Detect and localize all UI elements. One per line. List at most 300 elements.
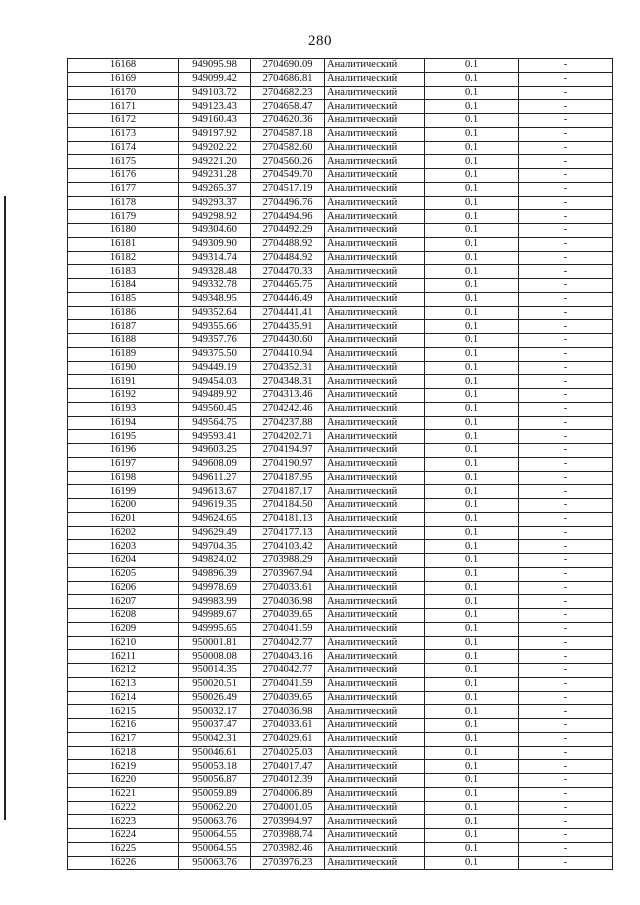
point-number-cell: 16170 xyxy=(68,86,179,100)
method-cell: Аналитический xyxy=(325,609,425,623)
x-coordinate-cell: 949103.72 xyxy=(179,86,251,100)
x-coordinate-cell: 949293.37 xyxy=(179,196,251,210)
table-row xyxy=(68,540,613,554)
note-cell: - xyxy=(519,375,613,389)
y-coordinate-cell: 2703994.97 xyxy=(251,815,325,829)
precision-cell: 0.1 xyxy=(425,292,519,306)
y-coordinate-cell: 2704348.31 xyxy=(251,375,325,389)
x-coordinate-cell: 950046.61 xyxy=(179,746,251,760)
table-row xyxy=(68,59,613,73)
y-coordinate-cell: 2704041.59 xyxy=(251,677,325,691)
y-coordinate-cell: 2704017.47 xyxy=(251,760,325,774)
precision-cell: 0.1 xyxy=(425,664,519,678)
table-row xyxy=(68,732,613,746)
note-cell: - xyxy=(519,169,613,183)
precision-cell: 0.1 xyxy=(425,389,519,403)
y-coordinate-cell: 2704190.97 xyxy=(251,457,325,471)
point-number-cell: 16211 xyxy=(68,650,179,664)
method-cell: Аналитический xyxy=(325,59,425,73)
precision-cell: 0.1 xyxy=(425,554,519,568)
point-number-cell: 16181 xyxy=(68,237,179,251)
table-row xyxy=(68,787,613,801)
precision-cell: 0.1 xyxy=(425,59,519,73)
method-cell: Аналитический xyxy=(325,402,425,416)
point-number-cell: 16205 xyxy=(68,567,179,581)
y-coordinate-cell: 2704352.31 xyxy=(251,361,325,375)
y-coordinate-cell: 2704484.92 xyxy=(251,251,325,265)
method-cell: Аналитический xyxy=(325,375,425,389)
method-cell: Аналитический xyxy=(325,334,425,348)
x-coordinate-cell: 949989.67 xyxy=(179,609,251,623)
note-cell: - xyxy=(519,732,613,746)
method-cell: Аналитический xyxy=(325,251,425,265)
x-coordinate-cell: 950053.18 xyxy=(179,760,251,774)
table-row xyxy=(68,251,613,265)
precision-cell: 0.1 xyxy=(425,760,519,774)
x-coordinate-cell: 950062.20 xyxy=(179,801,251,815)
method-cell: Аналитический xyxy=(325,292,425,306)
point-number-cell: 16190 xyxy=(68,361,179,375)
precision-cell: 0.1 xyxy=(425,430,519,444)
precision-cell: 0.1 xyxy=(425,155,519,169)
y-coordinate-cell: 2704029.61 xyxy=(251,732,325,746)
x-coordinate-cell: 949983.99 xyxy=(179,595,251,609)
note-cell: - xyxy=(519,292,613,306)
note-cell: - xyxy=(519,677,613,691)
table-row xyxy=(68,554,613,568)
point-number-cell: 16186 xyxy=(68,306,179,320)
method-cell: Аналитический xyxy=(325,485,425,499)
table-row xyxy=(68,760,613,774)
y-coordinate-cell: 2704686.81 xyxy=(251,72,325,86)
precision-cell: 0.1 xyxy=(425,526,519,540)
method-cell: Аналитический xyxy=(325,540,425,554)
point-number-cell: 16216 xyxy=(68,719,179,733)
y-coordinate-cell: 2704690.09 xyxy=(251,59,325,73)
point-number-cell: 16188 xyxy=(68,334,179,348)
x-coordinate-cell: 949896.39 xyxy=(179,567,251,581)
method-cell: Аналитический xyxy=(325,815,425,829)
point-number-cell: 16168 xyxy=(68,59,179,73)
x-coordinate-cell: 950008.08 xyxy=(179,650,251,664)
method-cell: Аналитический xyxy=(325,760,425,774)
method-cell: Аналитический xyxy=(325,581,425,595)
point-number-cell: 16226 xyxy=(68,856,179,870)
point-number-cell: 16213 xyxy=(68,677,179,691)
x-coordinate-cell: 949332.78 xyxy=(179,279,251,293)
precision-cell: 0.1 xyxy=(425,444,519,458)
x-coordinate-cell: 950037.47 xyxy=(179,719,251,733)
coordinates-table-body xyxy=(68,59,613,870)
method-cell: Аналитический xyxy=(325,650,425,664)
y-coordinate-cell: 2704177.13 xyxy=(251,526,325,540)
y-coordinate-cell: 2703988.29 xyxy=(251,554,325,568)
note-cell: - xyxy=(519,526,613,540)
y-coordinate-cell: 2704039.65 xyxy=(251,609,325,623)
y-coordinate-cell: 2704560.26 xyxy=(251,155,325,169)
precision-cell: 0.1 xyxy=(425,224,519,238)
table-row xyxy=(68,499,613,513)
table-row xyxy=(68,457,613,471)
y-coordinate-cell: 2704036.98 xyxy=(251,705,325,719)
y-coordinate-cell: 2704043.16 xyxy=(251,650,325,664)
x-coordinate-cell: 950001.81 xyxy=(179,636,251,650)
note-cell: - xyxy=(519,334,613,348)
precision-cell: 0.1 xyxy=(425,499,519,513)
method-cell: Аналитический xyxy=(325,622,425,636)
point-number-cell: 16210 xyxy=(68,636,179,650)
x-coordinate-cell: 949613.67 xyxy=(179,485,251,499)
table-row xyxy=(68,100,613,114)
point-number-cell: 16173 xyxy=(68,127,179,141)
note-cell: - xyxy=(519,705,613,719)
x-coordinate-cell: 949309.90 xyxy=(179,237,251,251)
x-coordinate-cell: 949603.25 xyxy=(179,444,251,458)
method-cell: Аналитический xyxy=(325,787,425,801)
point-number-cell: 16178 xyxy=(68,196,179,210)
table-row xyxy=(68,691,613,705)
note-cell: - xyxy=(519,251,613,265)
x-coordinate-cell: 949355.66 xyxy=(179,320,251,334)
margin-bar xyxy=(4,196,6,820)
precision-cell: 0.1 xyxy=(425,347,519,361)
x-coordinate-cell: 949560.45 xyxy=(179,402,251,416)
y-coordinate-cell: 2704492.29 xyxy=(251,224,325,238)
method-cell: Аналитический xyxy=(325,306,425,320)
precision-cell: 0.1 xyxy=(425,485,519,499)
note-cell: - xyxy=(519,787,613,801)
method-cell: Аналитический xyxy=(325,856,425,870)
point-number-cell: 16203 xyxy=(68,540,179,554)
table-row xyxy=(68,389,613,403)
table-row xyxy=(68,196,613,210)
table-row xyxy=(68,815,613,829)
precision-cell: 0.1 xyxy=(425,402,519,416)
point-number-cell: 16179 xyxy=(68,210,179,224)
precision-cell: 0.1 xyxy=(425,306,519,320)
table-row xyxy=(68,334,613,348)
point-number-cell: 16175 xyxy=(68,155,179,169)
point-number-cell: 16180 xyxy=(68,224,179,238)
method-cell: Аналитический xyxy=(325,526,425,540)
table-row xyxy=(68,402,613,416)
method-cell: Аналитический xyxy=(325,691,425,705)
note-cell: - xyxy=(519,746,613,760)
y-coordinate-cell: 2704517.19 xyxy=(251,182,325,196)
method-cell: Аналитический xyxy=(325,499,425,513)
x-coordinate-cell: 950064.55 xyxy=(179,842,251,856)
note-cell: - xyxy=(519,499,613,513)
point-number-cell: 16221 xyxy=(68,787,179,801)
x-coordinate-cell: 949231.28 xyxy=(179,169,251,183)
precision-cell: 0.1 xyxy=(425,512,519,526)
y-coordinate-cell: 2704181.13 xyxy=(251,512,325,526)
x-coordinate-cell: 949197.92 xyxy=(179,127,251,141)
point-number-cell: 16206 xyxy=(68,581,179,595)
point-number-cell: 16174 xyxy=(68,141,179,155)
y-coordinate-cell: 2704410.94 xyxy=(251,347,325,361)
x-coordinate-cell: 949160.43 xyxy=(179,114,251,128)
x-coordinate-cell: 949978.69 xyxy=(179,581,251,595)
page-number: 280 xyxy=(308,33,332,49)
table-row xyxy=(68,155,613,169)
point-number-cell: 16172 xyxy=(68,114,179,128)
x-coordinate-cell: 949099.42 xyxy=(179,72,251,86)
table-row xyxy=(68,609,613,623)
y-coordinate-cell: 2704041.59 xyxy=(251,622,325,636)
point-number-cell: 16223 xyxy=(68,815,179,829)
x-coordinate-cell: 949352.64 xyxy=(179,306,251,320)
method-cell: Аналитический xyxy=(325,636,425,650)
method-cell: Аналитический xyxy=(325,567,425,581)
x-coordinate-cell: 950026.49 xyxy=(179,691,251,705)
point-number-cell: 16192 xyxy=(68,389,179,403)
precision-cell: 0.1 xyxy=(425,334,519,348)
precision-cell: 0.1 xyxy=(425,622,519,636)
table-row xyxy=(68,595,613,609)
table-row xyxy=(68,114,613,128)
note-cell: - xyxy=(519,691,613,705)
precision-cell: 0.1 xyxy=(425,127,519,141)
table-row xyxy=(68,347,613,361)
precision-cell: 0.1 xyxy=(425,719,519,733)
method-cell: Аналитический xyxy=(325,155,425,169)
precision-cell: 0.1 xyxy=(425,320,519,334)
x-coordinate-cell: 949449.19 xyxy=(179,361,251,375)
x-coordinate-cell: 949824.02 xyxy=(179,554,251,568)
point-number-cell: 16209 xyxy=(68,622,179,636)
y-coordinate-cell: 2703967.94 xyxy=(251,567,325,581)
point-number-cell: 16215 xyxy=(68,705,179,719)
precision-cell: 0.1 xyxy=(425,210,519,224)
method-cell: Аналитический xyxy=(325,237,425,251)
y-coordinate-cell: 2704582.60 xyxy=(251,141,325,155)
note-cell: - xyxy=(519,347,613,361)
table-row xyxy=(68,292,613,306)
note-cell: - xyxy=(519,210,613,224)
y-coordinate-cell: 2704033.61 xyxy=(251,719,325,733)
precision-cell: 0.1 xyxy=(425,416,519,430)
note-cell: - xyxy=(519,127,613,141)
x-coordinate-cell: 949202.22 xyxy=(179,141,251,155)
y-coordinate-cell: 2704682.23 xyxy=(251,86,325,100)
point-number-cell: 16177 xyxy=(68,182,179,196)
table-row xyxy=(68,512,613,526)
precision-cell: 0.1 xyxy=(425,581,519,595)
point-number-cell: 16189 xyxy=(68,347,179,361)
x-coordinate-cell: 949619.35 xyxy=(179,499,251,513)
note-cell: - xyxy=(519,856,613,870)
table-row xyxy=(68,829,613,843)
y-coordinate-cell: 2703988.74 xyxy=(251,829,325,843)
precision-cell: 0.1 xyxy=(425,815,519,829)
note-cell: - xyxy=(519,114,613,128)
precision-cell: 0.1 xyxy=(425,265,519,279)
table-row xyxy=(68,416,613,430)
table-row xyxy=(68,127,613,141)
point-number-cell: 16222 xyxy=(68,801,179,815)
point-number-cell: 16212 xyxy=(68,664,179,678)
point-number-cell: 16197 xyxy=(68,457,179,471)
y-coordinate-cell: 2704470.33 xyxy=(251,265,325,279)
precision-cell: 0.1 xyxy=(425,114,519,128)
y-coordinate-cell: 2704237.88 xyxy=(251,416,325,430)
precision-cell: 0.1 xyxy=(425,677,519,691)
note-cell: - xyxy=(519,719,613,733)
precision-cell: 0.1 xyxy=(425,691,519,705)
note-cell: - xyxy=(519,320,613,334)
y-coordinate-cell: 2704658.47 xyxy=(251,100,325,114)
x-coordinate-cell: 950064.55 xyxy=(179,829,251,843)
note-cell: - xyxy=(519,471,613,485)
point-number-cell: 16195 xyxy=(68,430,179,444)
x-coordinate-cell: 949221.20 xyxy=(179,155,251,169)
note-cell: - xyxy=(519,430,613,444)
y-coordinate-cell: 2704494.96 xyxy=(251,210,325,224)
method-cell: Аналитический xyxy=(325,86,425,100)
y-coordinate-cell: 2704488.92 xyxy=(251,237,325,251)
x-coordinate-cell: 949298.92 xyxy=(179,210,251,224)
method-cell: Аналитический xyxy=(325,347,425,361)
y-coordinate-cell: 2704042.77 xyxy=(251,636,325,650)
precision-cell: 0.1 xyxy=(425,471,519,485)
note-cell: - xyxy=(519,774,613,788)
precision-cell: 0.1 xyxy=(425,705,519,719)
point-number-cell: 16191 xyxy=(68,375,179,389)
table-row xyxy=(68,141,613,155)
point-number-cell: 16207 xyxy=(68,595,179,609)
note-cell: - xyxy=(519,581,613,595)
point-number-cell: 16225 xyxy=(68,842,179,856)
table-row xyxy=(68,485,613,499)
precision-cell: 0.1 xyxy=(425,540,519,554)
x-coordinate-cell: 950032.17 xyxy=(179,705,251,719)
note-cell: - xyxy=(519,636,613,650)
method-cell: Аналитический xyxy=(325,320,425,334)
method-cell: Аналитический xyxy=(325,141,425,155)
table-row xyxy=(68,375,613,389)
point-number-cell: 16176 xyxy=(68,169,179,183)
x-coordinate-cell: 949375.50 xyxy=(179,347,251,361)
precision-cell: 0.1 xyxy=(425,100,519,114)
note-cell: - xyxy=(519,224,613,238)
y-coordinate-cell: 2704033.61 xyxy=(251,581,325,595)
method-cell: Аналитический xyxy=(325,732,425,746)
precision-cell: 0.1 xyxy=(425,86,519,100)
method-cell: Аналитический xyxy=(325,457,425,471)
table-row xyxy=(68,856,613,870)
point-number-cell: 16196 xyxy=(68,444,179,458)
precision-cell: 0.1 xyxy=(425,141,519,155)
y-coordinate-cell: 2704042.77 xyxy=(251,664,325,678)
table-row xyxy=(68,842,613,856)
method-cell: Аналитический xyxy=(325,389,425,403)
note-cell: - xyxy=(519,512,613,526)
y-coordinate-cell: 2704242.46 xyxy=(251,402,325,416)
x-coordinate-cell: 950063.76 xyxy=(179,815,251,829)
method-cell: Аналитический xyxy=(325,100,425,114)
x-coordinate-cell: 949704.35 xyxy=(179,540,251,554)
y-coordinate-cell: 2704184.50 xyxy=(251,499,325,513)
note-cell: - xyxy=(519,540,613,554)
note-cell: - xyxy=(519,815,613,829)
y-coordinate-cell: 2704194.97 xyxy=(251,444,325,458)
point-number-cell: 16199 xyxy=(68,485,179,499)
precision-cell: 0.1 xyxy=(425,361,519,375)
x-coordinate-cell: 950056.87 xyxy=(179,774,251,788)
note-cell: - xyxy=(519,389,613,403)
table-row xyxy=(68,774,613,788)
method-cell: Аналитический xyxy=(325,210,425,224)
point-number-cell: 16169 xyxy=(68,72,179,86)
x-coordinate-cell: 949489.92 xyxy=(179,389,251,403)
method-cell: Аналитический xyxy=(325,114,425,128)
y-coordinate-cell: 2704430.60 xyxy=(251,334,325,348)
table-row xyxy=(68,224,613,238)
note-cell: - xyxy=(519,567,613,581)
x-coordinate-cell: 949095.98 xyxy=(179,59,251,73)
x-coordinate-cell: 949611.27 xyxy=(179,471,251,485)
point-number-cell: 16193 xyxy=(68,402,179,416)
precision-cell: 0.1 xyxy=(425,72,519,86)
note-cell: - xyxy=(519,86,613,100)
note-cell: - xyxy=(519,622,613,636)
note-cell: - xyxy=(519,100,613,114)
table-row xyxy=(68,471,613,485)
table-row xyxy=(68,705,613,719)
y-coordinate-cell: 2704620.36 xyxy=(251,114,325,128)
y-coordinate-cell: 2704036.98 xyxy=(251,595,325,609)
precision-cell: 0.1 xyxy=(425,787,519,801)
point-number-cell: 16198 xyxy=(68,471,179,485)
note-cell: - xyxy=(519,237,613,251)
note-cell: - xyxy=(519,760,613,774)
x-coordinate-cell: 950059.89 xyxy=(179,787,251,801)
x-coordinate-cell: 949995.65 xyxy=(179,622,251,636)
table-row xyxy=(68,72,613,86)
note-cell: - xyxy=(519,402,613,416)
precision-cell: 0.1 xyxy=(425,196,519,210)
precision-cell: 0.1 xyxy=(425,169,519,183)
table-row xyxy=(68,182,613,196)
note-cell: - xyxy=(519,279,613,293)
method-cell: Аналитический xyxy=(325,72,425,86)
table-row xyxy=(68,526,613,540)
method-cell: Аналитический xyxy=(325,169,425,183)
precision-cell: 0.1 xyxy=(425,856,519,870)
point-number-cell: 16202 xyxy=(68,526,179,540)
method-cell: Аналитический xyxy=(325,705,425,719)
y-coordinate-cell: 2704313.46 xyxy=(251,389,325,403)
y-coordinate-cell: 2704441.41 xyxy=(251,306,325,320)
table-row xyxy=(68,210,613,224)
table-row xyxy=(68,567,613,581)
method-cell: Аналитический xyxy=(325,444,425,458)
y-coordinate-cell: 2704465.75 xyxy=(251,279,325,293)
method-cell: Аналитический xyxy=(325,512,425,526)
note-cell: - xyxy=(519,141,613,155)
table-row xyxy=(68,664,613,678)
x-coordinate-cell: 950042.31 xyxy=(179,732,251,746)
note-cell: - xyxy=(519,457,613,471)
precision-cell: 0.1 xyxy=(425,774,519,788)
point-number-cell: 16200 xyxy=(68,499,179,513)
table-row xyxy=(68,430,613,444)
note-cell: - xyxy=(519,72,613,86)
method-cell: Аналитический xyxy=(325,430,425,444)
x-coordinate-cell: 949123.43 xyxy=(179,100,251,114)
precision-cell: 0.1 xyxy=(425,801,519,815)
